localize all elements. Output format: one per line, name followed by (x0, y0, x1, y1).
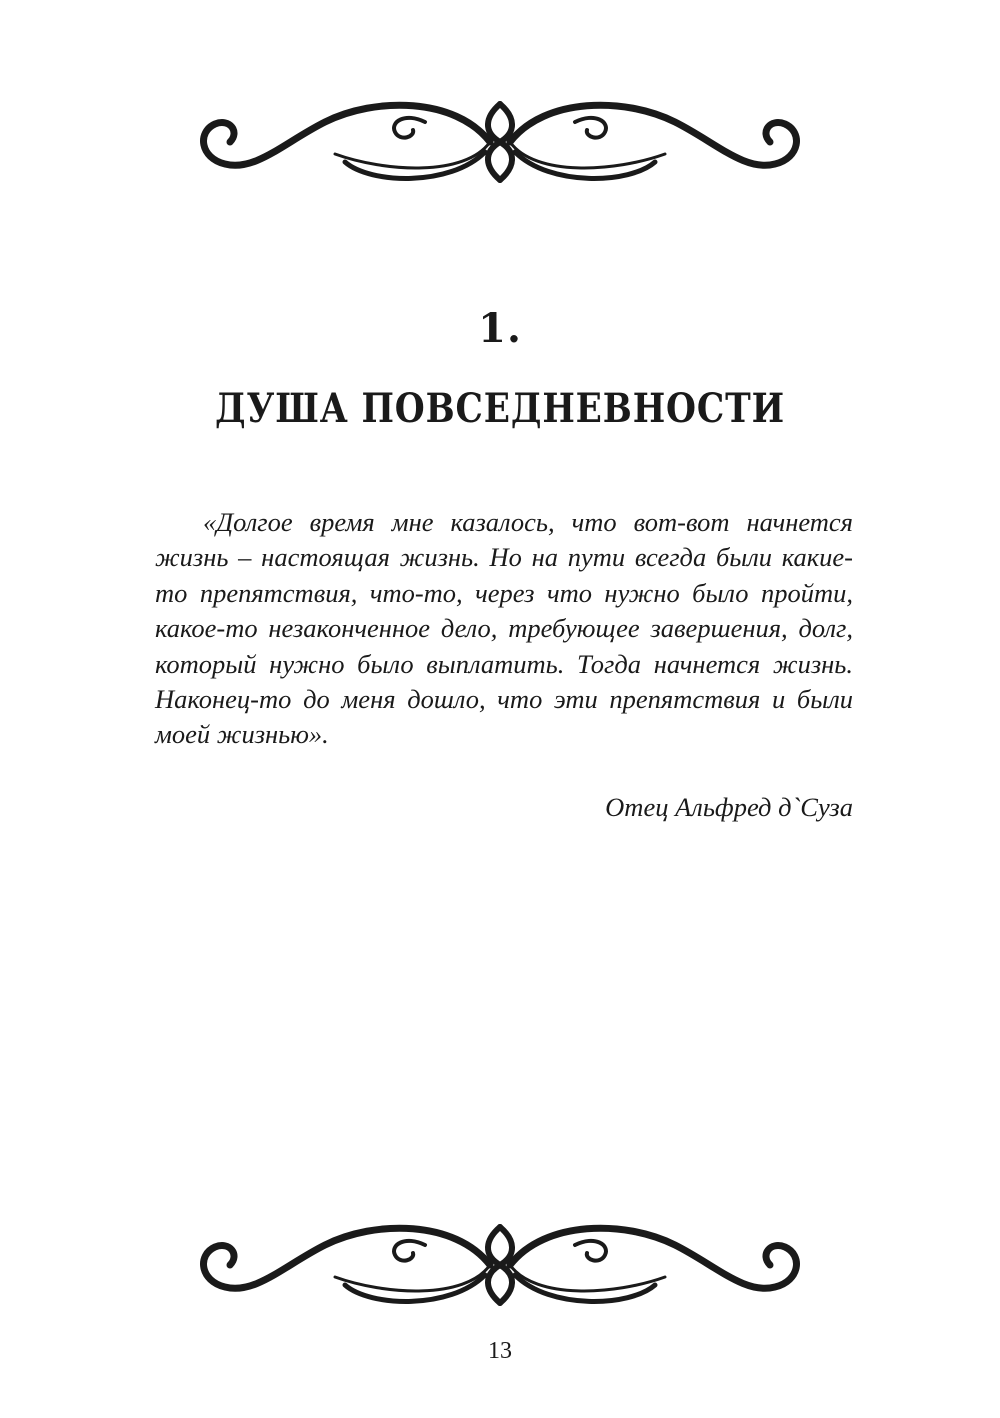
chapter-number: 1. (478, 305, 522, 352)
chapter-title: ДУША ПОВСЕДНЕВНОСТИ (215, 385, 785, 432)
epigraph-quote: «Долгое время мне казалось, что вот-вот начнется жизнь – настоящая жизнь. Но на пути всегда были какие-то препятствия, что-то, через что нужно было пройти, какое-то незаконченное дело, требующее завершения, долг, который нужно было выплатить. Тогда начнется жизнь. Наконец-то до меня дошло, что эти препятствия и были моей жизнью». (155, 507, 853, 750)
top-flourish-ornament-icon (185, 92, 815, 192)
epigraph-attribution: Отец Альфред д`Суза (605, 792, 853, 822)
bottom-flourish-ornament-icon (185, 1215, 815, 1315)
page-number: 13 (488, 1338, 512, 1364)
